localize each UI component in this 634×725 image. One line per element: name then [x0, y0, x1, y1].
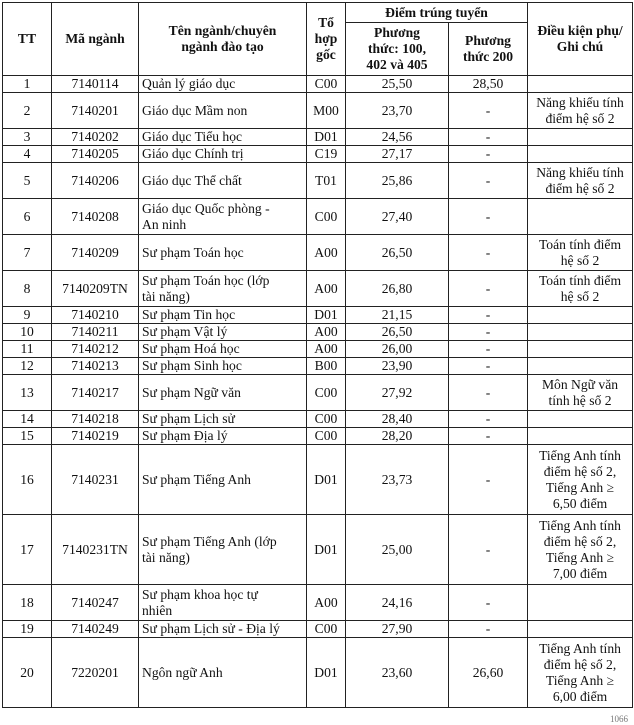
- cell-note: [528, 199, 633, 235]
- cell-note: [528, 358, 633, 375]
- cell-name: [139, 163, 307, 199]
- table-row: [3, 307, 633, 324]
- header-code: Mã ngành: [52, 3, 139, 76]
- cell-note: [528, 235, 633, 271]
- cell-name-line: An ninh: [142, 216, 187, 232]
- table-row: [3, 585, 633, 621]
- cell-combo: D01: [307, 307, 346, 324]
- table-row: [3, 235, 633, 271]
- header-note-line: Điều kiện phụ/: [537, 23, 623, 38]
- cell-note-line: 6,00 điểm: [552, 688, 608, 704]
- cell-score-method1: 24,56: [346, 129, 449, 146]
- cell-note-line: Tiếng Anh tính: [539, 640, 621, 656]
- header-combo: [307, 3, 346, 76]
- cell-name-line: Sư phạm Địa lý: [142, 428, 228, 443]
- cell-combo: C19: [307, 146, 346, 163]
- cell-score-method1: 23,73: [346, 445, 449, 515]
- cell-name: [139, 129, 307, 146]
- cell-note: [528, 146, 633, 163]
- table-row: [3, 341, 633, 358]
- header-name-line: Tên ngành/chuyên: [168, 23, 277, 38]
- header-method1-line: Phương: [374, 25, 420, 40]
- cell-note-line: điểm hệ số 2: [545, 110, 615, 126]
- cell-note-line: hệ số 2: [560, 288, 600, 304]
- cell-note-line: Năng khiếu tính: [536, 94, 624, 110]
- cell-name-line: Sư phạm Lịch sử: [142, 411, 235, 426]
- cell-score-method2: -: [449, 358, 528, 375]
- cell-name-line: Giáo dục Thể chất: [142, 172, 242, 188]
- cell-score-method2: -: [449, 411, 528, 428]
- table-row: [3, 76, 633, 93]
- cell-score-method1: 23,70: [346, 93, 449, 129]
- cell-combo: C00: [307, 621, 346, 638]
- table-row: [3, 375, 633, 411]
- cell-code: 7140212: [52, 341, 139, 358]
- cell-tt: 5: [3, 163, 52, 199]
- cell-score-method2: -: [449, 163, 528, 199]
- cell-note: [528, 341, 633, 358]
- cell-note-line: điểm hệ số 2,: [543, 463, 617, 479]
- cell-combo: C00: [307, 411, 346, 428]
- header-method1-line: thức: 100,: [368, 41, 426, 56]
- cell-combo: A00: [307, 235, 346, 271]
- cell-name-line: Sư phạm Vật lý: [142, 324, 228, 339]
- table-row: [3, 129, 633, 146]
- cell-score-method1: 27,17: [346, 146, 449, 163]
- cell-combo: M00: [307, 93, 346, 129]
- cell-name: [139, 146, 307, 163]
- cell-note-line: hệ số 2: [560, 252, 600, 268]
- cell-tt: 14: [3, 411, 52, 428]
- cell-note: [528, 93, 633, 129]
- cell-combo: C00: [307, 375, 346, 411]
- cell-code: 7140208: [52, 199, 139, 235]
- table-row: [3, 271, 633, 307]
- cell-name-line: Sư phạm Toán học: [142, 244, 244, 260]
- cell-note: [528, 411, 633, 428]
- cell-name-line: Sư phạm Tiếng Anh: [142, 471, 251, 487]
- cell-score-method1: 23,90: [346, 358, 449, 375]
- header-method2-line: Phương: [465, 33, 511, 48]
- cell-name: [139, 199, 307, 235]
- cell-note-line: Tiếng Anh tính: [539, 517, 621, 533]
- cell-name-line: Sư phạm Tiếng Anh (lớp: [142, 533, 277, 549]
- cell-note-line: 6,50 điểm: [552, 495, 608, 511]
- cell-name-line: Sư phạm Hoá học: [142, 341, 240, 356]
- header-combo-line: hợp: [314, 31, 338, 46]
- cell-score-method2: -: [449, 93, 528, 129]
- cell-code: 7140218: [52, 411, 139, 428]
- cell-name-line: Giáo dục Quốc phòng -: [142, 200, 270, 216]
- cell-name: [139, 307, 307, 324]
- header-note-line: Ghi chú: [556, 39, 604, 54]
- cell-score-method1: 27,90: [346, 621, 449, 638]
- table-row: [3, 324, 633, 341]
- cell-name: [139, 76, 307, 93]
- table-row: [3, 411, 633, 428]
- cell-code: 7220201: [52, 638, 139, 708]
- cell-note: [528, 428, 633, 445]
- cell-name: [139, 515, 307, 585]
- cell-score-method1: 28,20: [346, 428, 449, 445]
- cell-combo: D01: [307, 129, 346, 146]
- cell-tt: 2: [3, 93, 52, 129]
- cell-name-line: Giáo dục Mầm non: [142, 102, 248, 118]
- cell-note-line: Toán tính điểm: [538, 272, 622, 288]
- cell-name: [139, 358, 307, 375]
- cell-combo: A00: [307, 271, 346, 307]
- cell-score-method2: 26,60: [449, 638, 528, 708]
- cell-name-line: Sư phạm Lịch sử - Địa lý: [142, 621, 280, 636]
- cell-score-method2: -: [449, 146, 528, 163]
- cell-name: [139, 411, 307, 428]
- cell-tt: 16: [3, 445, 52, 515]
- cell-name: [139, 93, 307, 129]
- cell-code: 7140249: [52, 621, 139, 638]
- table-row: [3, 93, 633, 129]
- cell-combo: D01: [307, 515, 346, 585]
- cell-score-method1: 25,86: [346, 163, 449, 199]
- cell-score-method2: -: [449, 324, 528, 341]
- cell-combo: A00: [307, 585, 346, 621]
- cell-score-method1: 24,16: [346, 585, 449, 621]
- cell-name: [139, 585, 307, 621]
- cell-code: 7140202: [52, 129, 139, 146]
- cell-note-line: điểm hệ số 2,: [543, 533, 617, 549]
- cell-score-method1: 27,92: [346, 375, 449, 411]
- cell-combo: A00: [307, 341, 346, 358]
- cell-name-line: tài năng): [142, 288, 190, 304]
- cell-combo: C00: [307, 428, 346, 445]
- header-method1: [346, 23, 449, 76]
- cell-tt: 6: [3, 199, 52, 235]
- cell-combo: C00: [307, 76, 346, 93]
- cell-code: 7140209: [52, 235, 139, 271]
- cell-name-line: Ngôn ngữ Anh: [142, 664, 223, 680]
- cell-score-method2: -: [449, 445, 528, 515]
- cell-combo: A00: [307, 324, 346, 341]
- cell-score-method1: 26,80: [346, 271, 449, 307]
- cell-score-method1: 25,00: [346, 515, 449, 585]
- cell-note: [528, 271, 633, 307]
- cell-score-method1: 28,40: [346, 411, 449, 428]
- cell-combo: B00: [307, 358, 346, 375]
- cell-score-method1: 23,60: [346, 638, 449, 708]
- cell-note-line: Toán tính điểm: [538, 236, 622, 252]
- header-note: [528, 3, 633, 76]
- cell-score-method2: -: [449, 375, 528, 411]
- cell-combo: D01: [307, 445, 346, 515]
- cell-note-line: Tiếng Anh ≥: [545, 672, 615, 688]
- table-row: [3, 621, 633, 638]
- cell-code: 7140211: [52, 324, 139, 341]
- cell-code: 7140205: [52, 146, 139, 163]
- cell-name: [139, 428, 307, 445]
- cell-tt: 20: [3, 638, 52, 708]
- cell-name: [139, 235, 307, 271]
- cell-note: [528, 638, 633, 708]
- cell-score-method2: -: [449, 341, 528, 358]
- cell-note-line: điểm hệ số 2,: [543, 656, 617, 672]
- cell-tt: 8: [3, 271, 52, 307]
- cell-code: 7140201: [52, 93, 139, 129]
- table-row: [3, 146, 633, 163]
- cell-name: [139, 375, 307, 411]
- cell-name: [139, 324, 307, 341]
- cell-combo: T01: [307, 163, 346, 199]
- cell-code: 7140213: [52, 358, 139, 375]
- cell-score-method1: 27,40: [346, 199, 449, 235]
- cell-score-method1: 26,00: [346, 341, 449, 358]
- cell-tt: 15: [3, 428, 52, 445]
- cell-name: [139, 341, 307, 358]
- table-row: [3, 358, 633, 375]
- cell-tt: 11: [3, 341, 52, 358]
- cell-score-method2: -: [449, 129, 528, 146]
- cell-name-line: Sư phạm Sinh học: [142, 358, 242, 373]
- header-combo-line: gốc: [316, 47, 336, 62]
- cell-note: [528, 621, 633, 638]
- table-row: [3, 515, 633, 585]
- cell-note-line: Tiếng Anh ≥: [545, 549, 615, 565]
- cell-note: [528, 515, 633, 585]
- cell-note: [528, 585, 633, 621]
- header-score-group: Điểm trúng tuyển: [346, 3, 528, 23]
- cell-combo: C00: [307, 199, 346, 235]
- table-row: [3, 163, 633, 199]
- cell-note: [528, 163, 633, 199]
- cell-note-line: điểm hệ số 2: [545, 180, 615, 196]
- header-name-line: ngành đào tạo: [181, 39, 264, 54]
- cell-score-method2: -: [449, 235, 528, 271]
- cell-tt: 12: [3, 358, 52, 375]
- cell-note-line: tính hệ số 2: [548, 392, 612, 408]
- cell-note-line: Tiếng Anh ≥: [545, 479, 615, 495]
- cell-note-line: Tiếng Anh tính: [539, 447, 621, 463]
- cell-name: [139, 621, 307, 638]
- cell-score-method2: -: [449, 271, 528, 307]
- cell-score-method2: -: [449, 621, 528, 638]
- cell-name-line: Giáo dục Tiểu học: [142, 129, 243, 144]
- cell-score-method1: 26,50: [346, 235, 449, 271]
- cell-code: 7140209TN: [52, 271, 139, 307]
- cell-code: 7140206: [52, 163, 139, 199]
- cell-code: 7140219: [52, 428, 139, 445]
- cell-code: 7140231: [52, 445, 139, 515]
- cell-note: [528, 375, 633, 411]
- table-body: [3, 76, 633, 708]
- cell-score-method2: -: [449, 515, 528, 585]
- admission-score-table: [2, 2, 633, 708]
- cell-name-line: Giáo dục Chính trị: [142, 146, 244, 161]
- cell-tt: 10: [3, 324, 52, 341]
- header-method2: [449, 23, 528, 76]
- cell-tt: 9: [3, 307, 52, 324]
- cell-tt: 4: [3, 146, 52, 163]
- cell-combo: D01: [307, 638, 346, 708]
- cell-note: [528, 307, 633, 324]
- cell-tt: 17: [3, 515, 52, 585]
- cell-code: 7140247: [52, 585, 139, 621]
- header-combo-line: Tổ: [318, 15, 334, 30]
- cell-code: 7140210: [52, 307, 139, 324]
- cell-note-line: Môn Ngữ văn: [541, 376, 619, 392]
- cell-name-line: Quản lý giáo dục: [142, 76, 236, 91]
- table-row: [3, 638, 633, 708]
- cell-note-line: Năng khiếu tính: [536, 164, 624, 180]
- cell-code: 7140114: [52, 76, 139, 93]
- cell-note: [528, 324, 633, 341]
- cell-name-line: tài năng): [142, 549, 190, 565]
- cell-name: [139, 638, 307, 708]
- cell-score-method1: 26,50: [346, 324, 449, 341]
- page-mark: 1066: [610, 714, 628, 724]
- header-method1-line: 402 và 405: [366, 57, 428, 72]
- cell-score-method2: 28,50: [449, 76, 528, 93]
- cell-tt: 18: [3, 585, 52, 621]
- cell-tt: 7: [3, 235, 52, 271]
- cell-name-line: Sư phạm khoa học tự: [142, 586, 258, 602]
- cell-name: [139, 445, 307, 515]
- cell-score-method2: -: [449, 428, 528, 445]
- cell-name-line: Sư phạm Tin học: [142, 307, 236, 322]
- cell-score-method2: -: [449, 307, 528, 324]
- cell-tt: 3: [3, 129, 52, 146]
- table-row: [3, 445, 633, 515]
- cell-code: 7140217: [52, 375, 139, 411]
- header-name: [139, 3, 307, 76]
- table-row: [3, 199, 633, 235]
- cell-score-method2: -: [449, 585, 528, 621]
- cell-note-line: 7,00 điểm: [552, 565, 608, 581]
- cell-tt: 1: [3, 76, 52, 93]
- cell-note: [528, 445, 633, 515]
- cell-note: [528, 129, 633, 146]
- cell-name-line: nhiên: [142, 602, 173, 618]
- cell-note: [528, 76, 633, 93]
- cell-tt: 19: [3, 621, 52, 638]
- header-method2-line: thức 200: [462, 49, 514, 64]
- cell-score-method2: -: [449, 199, 528, 235]
- cell-code: 7140231TN: [52, 515, 139, 585]
- cell-name: [139, 271, 307, 307]
- table-row: [3, 428, 633, 445]
- cell-score-method1: 21,15: [346, 307, 449, 324]
- cell-name-line: Sư phạm Ngữ văn: [142, 384, 241, 400]
- cell-tt: 13: [3, 375, 52, 411]
- cell-score-method1: 25,50: [346, 76, 449, 93]
- cell-name-line: Sư phạm Toán học (lớp: [142, 272, 270, 288]
- header-tt: TT: [3, 3, 52, 76]
